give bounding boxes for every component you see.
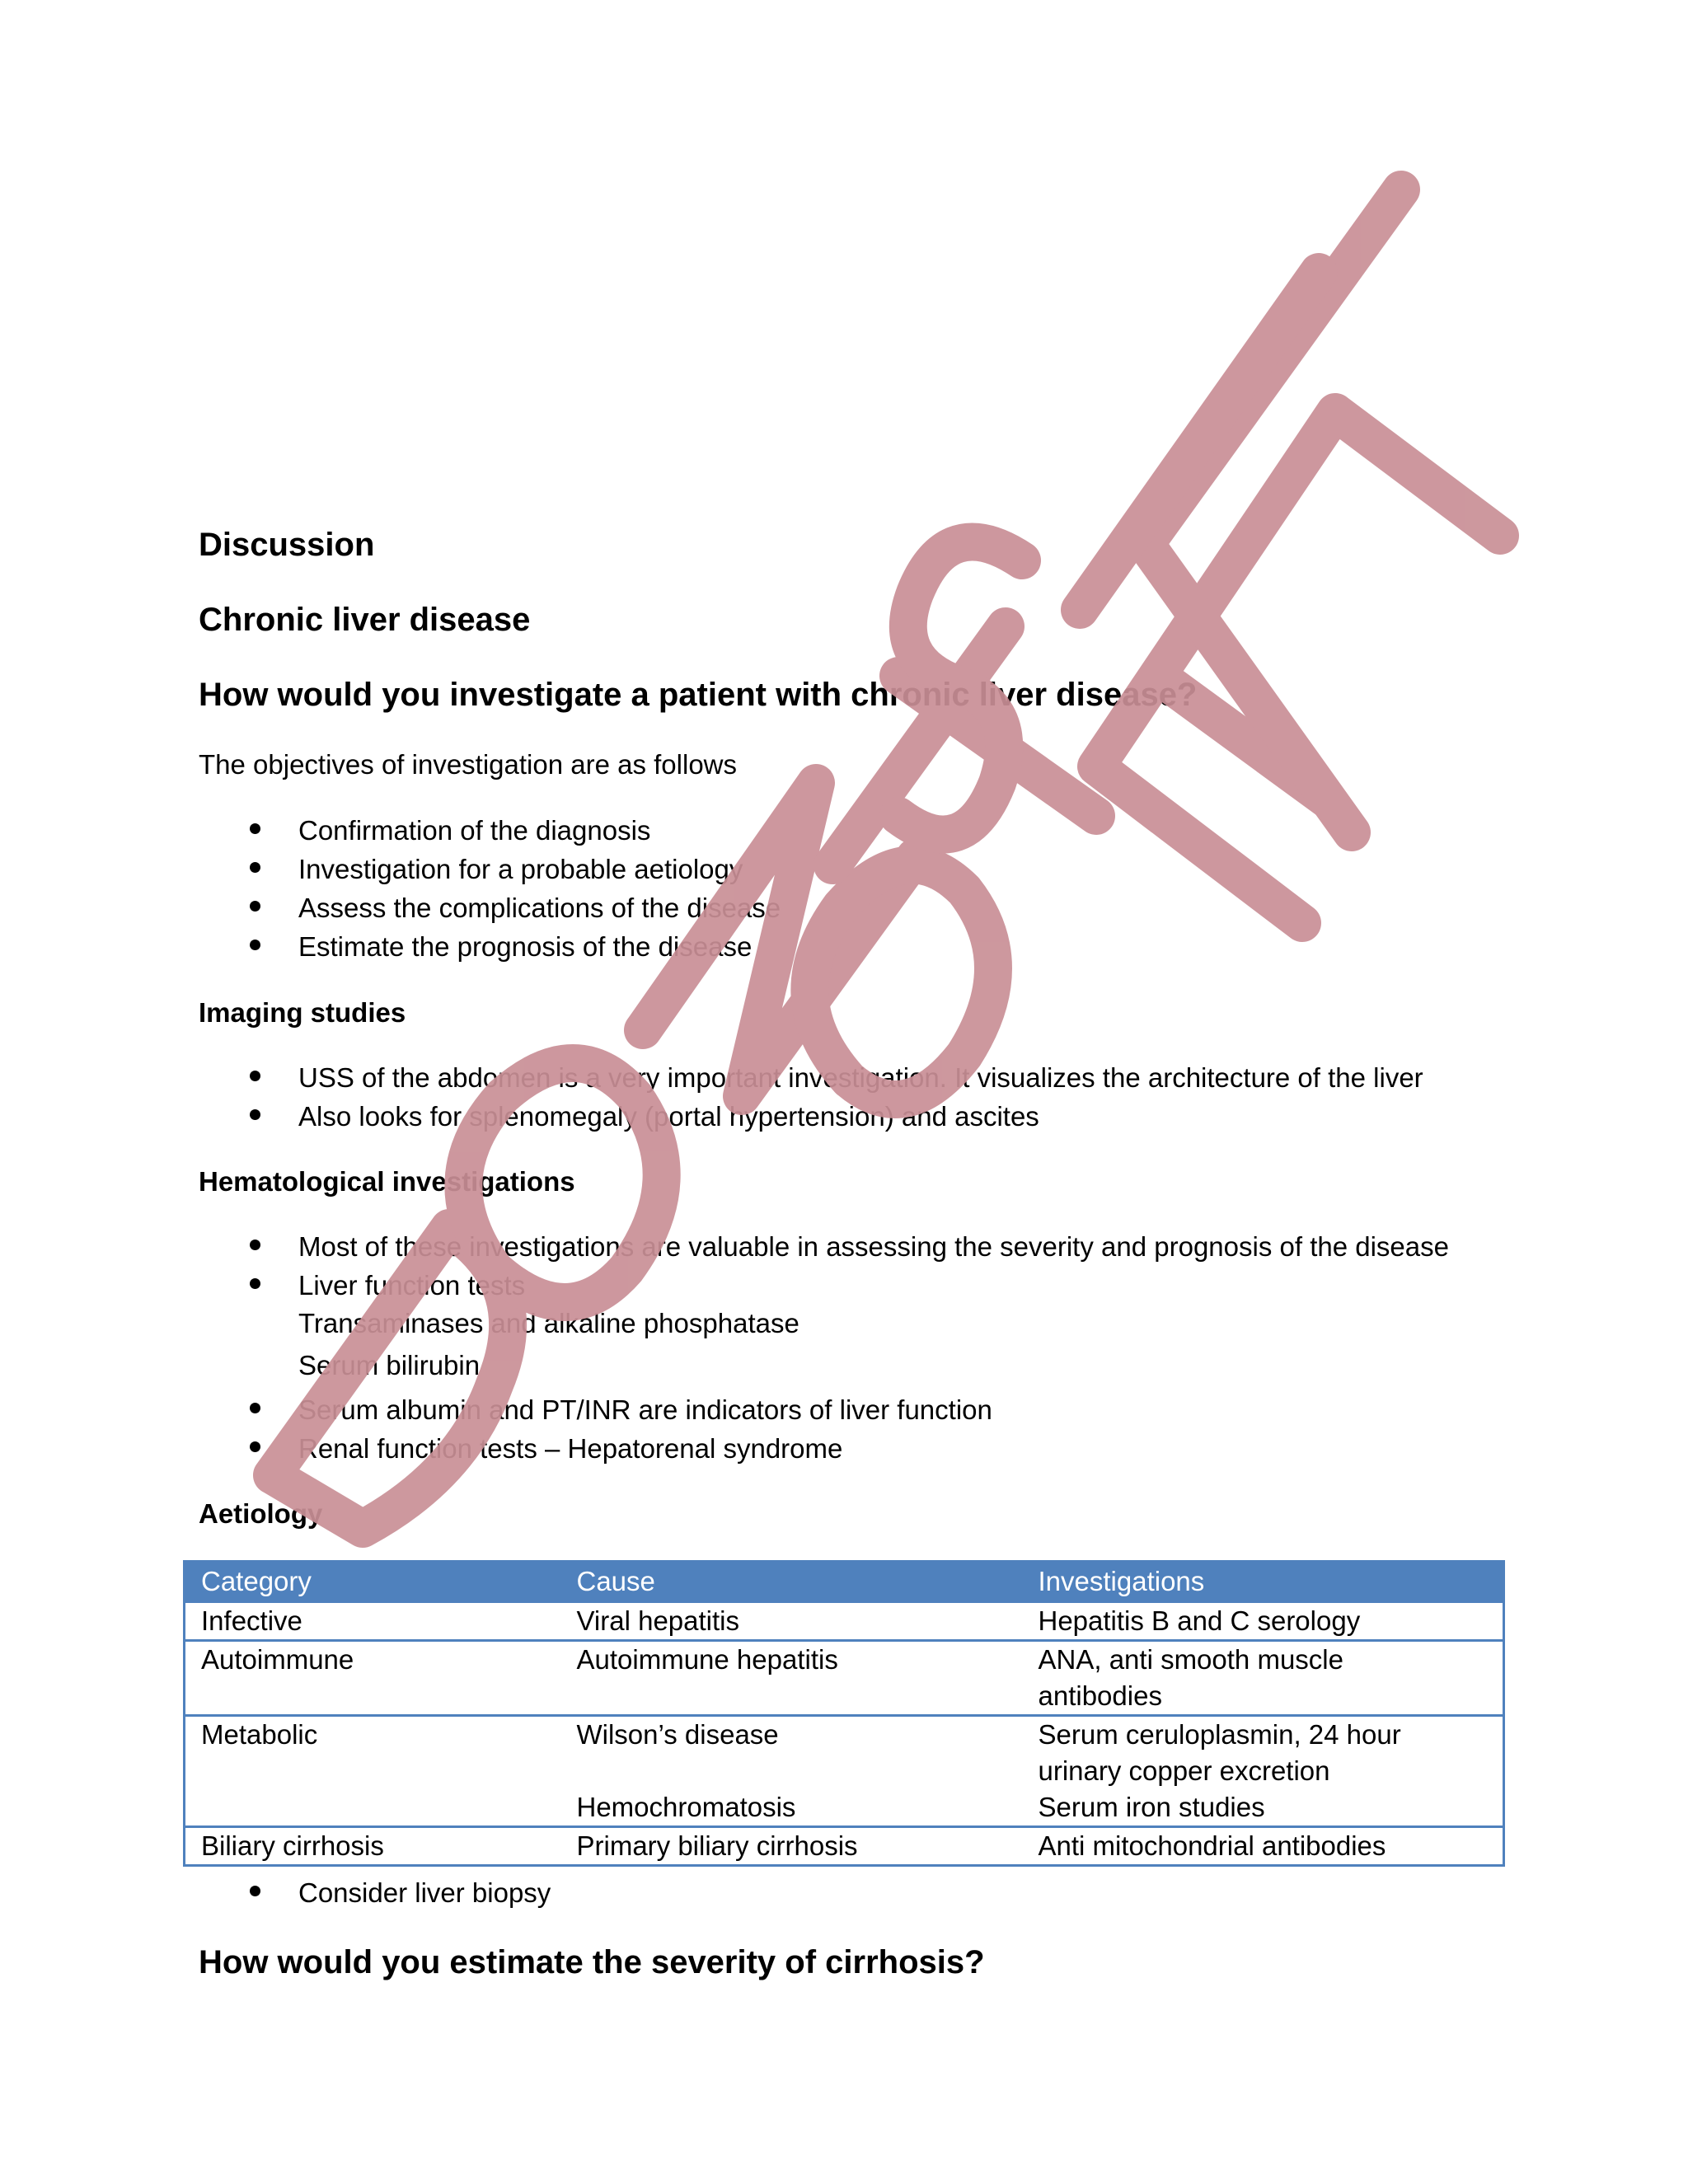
table-row bbox=[185, 1602, 1504, 1641]
table-cell: Infective bbox=[201, 1605, 302, 1636]
table-cell: Autoimmune bbox=[201, 1644, 354, 1675]
bullet-icon bbox=[250, 1886, 260, 1896]
table-cell: Anti mitochondrial antibodies bbox=[1038, 1830, 1386, 1861]
table-cell: Autoimmune hepatitis bbox=[576, 1644, 838, 1675]
bullet-icon bbox=[250, 1240, 260, 1250]
bullet-icon bbox=[250, 862, 260, 873]
column-header-category: Category bbox=[185, 1562, 561, 1602]
subheading-aetiology: Aetiology bbox=[199, 1498, 323, 1529]
bullet-icon bbox=[250, 1278, 260, 1289]
table-cell: Viral hepatitis bbox=[576, 1605, 740, 1636]
column-header-investigations: Investigations bbox=[1023, 1562, 1504, 1602]
bullet-icon bbox=[250, 1071, 260, 1081]
table-header-row bbox=[185, 1562, 1504, 1602]
intro-paragraph: The objectives of investigation are as follows bbox=[199, 749, 738, 780]
bullet-icon bbox=[250, 901, 260, 912]
table-row bbox=[185, 1716, 1504, 1827]
bullet-icon bbox=[250, 823, 260, 834]
sub-list-item: Serum bilirubin bbox=[298, 1350, 481, 1380]
bullet-icon bbox=[250, 940, 260, 950]
heading-investigate-question: How would you investigate a patient with chronic liver disease? bbox=[199, 677, 1198, 713]
heading-severity-question: How would you estimate the severity of cirrhosis? bbox=[199, 1944, 985, 1980]
heading-discussion: Discussion bbox=[199, 527, 375, 563]
table-cell: Metabolic bbox=[201, 1719, 318, 1750]
table-cell: Wilson’s disease Hemochromatosis bbox=[576, 1719, 796, 1822]
bullet-icon bbox=[250, 1441, 260, 1452]
table-cell: Primary biliary cirrhosis bbox=[576, 1830, 858, 1861]
table-cell: Serum ceruloplasmin, 24 hour urinary copper excretion Serum iron studies bbox=[1038, 1719, 1401, 1822]
bullet-icon bbox=[250, 1109, 260, 1120]
table-cell: ANA, anti smooth muscle antibodies bbox=[1038, 1644, 1343, 1711]
subheading-hematological: Hematological investigations bbox=[199, 1166, 575, 1197]
subheading-imaging: Imaging studies bbox=[199, 997, 406, 1028]
table-row bbox=[185, 1827, 1504, 1866]
bullet-icon bbox=[250, 1403, 260, 1413]
table-cell: Biliary cirrhosis bbox=[201, 1830, 384, 1861]
table-cell: Hepatitis B and C serology bbox=[1038, 1605, 1361, 1636]
table-row bbox=[185, 1641, 1504, 1716]
heading-chronic-liver-disease: Chronic liver disease bbox=[199, 602, 531, 638]
aetiology-table bbox=[183, 1560, 1505, 1867]
sub-list-item: Transaminases and alkaline phosphatase bbox=[298, 1308, 799, 1338]
column-header-cause: Cause bbox=[561, 1562, 1023, 1602]
